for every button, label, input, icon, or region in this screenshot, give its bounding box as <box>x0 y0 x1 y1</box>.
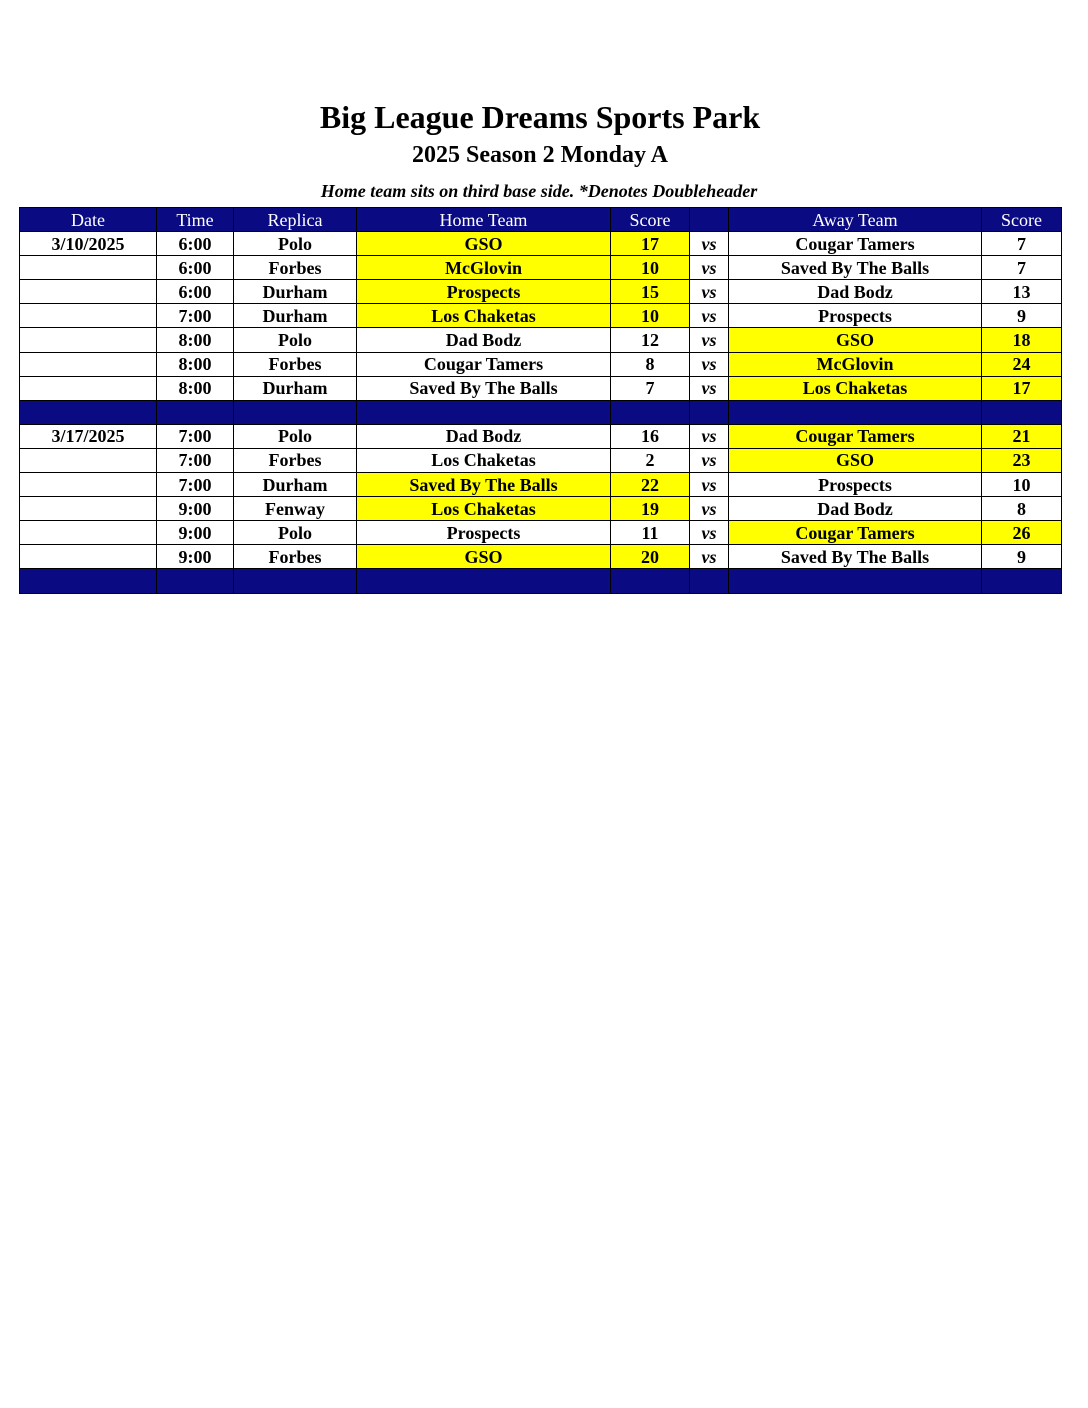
away-score-cell: 17 <box>982 376 1062 400</box>
home-team-cell: Prospects <box>357 521 611 545</box>
game-row <box>20 497 1062 521</box>
home-score-cell: 20 <box>611 545 690 569</box>
col-header-home-team: Home Team <box>357 208 611 232</box>
time-cell: 7:00 <box>157 473 234 497</box>
page-title: Big League Dreams Sports Park <box>319 99 761 135</box>
col-header-replica: Replica <box>234 208 357 232</box>
time-cell: 6:00 <box>157 256 234 280</box>
replica-cell: Durham <box>234 304 357 328</box>
home-score-cell: 16 <box>611 424 690 448</box>
away-team-cell: Saved By The Balls <box>729 545 982 569</box>
time-cell: 6:00 <box>157 232 234 256</box>
away-score-cell: 8 <box>982 497 1062 521</box>
game-row <box>20 448 1062 472</box>
away-score-cell: 13 <box>982 280 1062 304</box>
home-team-cell: McGlovin <box>357 256 611 280</box>
home-score-cell: 8 <box>611 352 690 376</box>
separator-cell <box>611 569 690 593</box>
replica-cell: Forbes <box>234 448 357 472</box>
col-header-time: Time <box>157 208 234 232</box>
time-cell: 9:00 <box>157 497 234 521</box>
away-team-cell: Prospects <box>729 473 982 497</box>
away-team-cell: GSO <box>729 328 982 352</box>
away-score-cell: 7 <box>982 232 1062 256</box>
vs-cell: vs <box>690 545 729 569</box>
time-cell: 7:00 <box>157 304 234 328</box>
separator-cell <box>982 400 1062 424</box>
home-score-cell: 2 <box>611 448 690 472</box>
away-team-cell: GSO <box>729 448 982 472</box>
separator-row <box>20 400 1062 424</box>
home-score-cell: 12 <box>611 328 690 352</box>
separator-cell <box>157 569 234 593</box>
home-score-cell: 22 <box>611 473 690 497</box>
schedule-table <box>19 207 1062 594</box>
date-cell <box>20 352 157 376</box>
separator-cell <box>611 400 690 424</box>
home-team-cell: Dad Bodz <box>357 424 611 448</box>
away-score-cell: 23 <box>982 448 1062 472</box>
away-score-cell: 21 <box>982 424 1062 448</box>
replica-cell: Durham <box>234 473 357 497</box>
separator-cell <box>20 569 157 593</box>
col-header-home-score: Score <box>611 208 690 232</box>
home-team-cell: Los Chaketas <box>357 448 611 472</box>
vs-cell: vs <box>690 352 729 376</box>
away-team-cell: Dad Bodz <box>729 280 982 304</box>
time-cell: 8:00 <box>157 352 234 376</box>
col-header-vs <box>690 208 729 232</box>
home-score-cell: 7 <box>611 376 690 400</box>
separator-cell <box>982 569 1062 593</box>
date-cell <box>20 497 157 521</box>
home-team-cell: Dad Bodz <box>357 328 611 352</box>
time-cell: 6:00 <box>157 280 234 304</box>
vs-cell: vs <box>690 424 729 448</box>
date-cell <box>20 448 157 472</box>
away-score-cell: 26 <box>982 521 1062 545</box>
home-team-cell: GSO <box>357 232 611 256</box>
date-cell <box>20 545 157 569</box>
replica-cell: Durham <box>234 376 357 400</box>
separator-cell <box>357 569 611 593</box>
table-header-row <box>20 208 1062 232</box>
schedule-note: Home team sits on third base side. *Denotes Doubleheader <box>320 181 758 201</box>
time-cell: 8:00 <box>157 376 234 400</box>
date-cell <box>20 328 157 352</box>
game-row <box>20 328 1062 352</box>
date-cell <box>20 521 157 545</box>
home-team-cell: Los Chaketas <box>357 497 611 521</box>
game-row <box>20 376 1062 400</box>
away-score-cell: 18 <box>982 328 1062 352</box>
col-header-away-team: Away Team <box>729 208 982 232</box>
game-row <box>20 256 1062 280</box>
separator-cell <box>20 400 157 424</box>
vs-cell: vs <box>690 232 729 256</box>
vs-cell: vs <box>690 473 729 497</box>
home-team-cell: Prospects <box>357 280 611 304</box>
replica-cell: Forbes <box>234 545 357 569</box>
home-team-cell: GSO <box>357 545 611 569</box>
separator-cell <box>157 400 234 424</box>
game-row <box>20 521 1062 545</box>
away-score-cell: 7 <box>982 256 1062 280</box>
replica-cell: Polo <box>234 521 357 545</box>
home-team-cell: Saved By The Balls <box>357 376 611 400</box>
vs-cell: vs <box>690 304 729 328</box>
replica-cell: Polo <box>234 232 357 256</box>
vs-cell: vs <box>690 448 729 472</box>
separator-cell <box>729 400 982 424</box>
game-row <box>20 352 1062 376</box>
separator-cell <box>690 569 729 593</box>
col-header-away-score: Score <box>982 208 1062 232</box>
away-team-cell: Prospects <box>729 304 982 328</box>
away-team-cell: Cougar Tamers <box>729 521 982 545</box>
date-cell <box>20 376 157 400</box>
date-cell: 3/17/2025 <box>20 424 157 448</box>
vs-cell: vs <box>690 497 729 521</box>
page-subtitle: 2025 Season 2 Monday A <box>411 142 669 168</box>
away-score-cell: 10 <box>982 473 1062 497</box>
home-score-cell: 19 <box>611 497 690 521</box>
separator-row <box>20 569 1062 593</box>
home-score-cell: 15 <box>611 280 690 304</box>
separator-cell <box>357 400 611 424</box>
home-team-cell: Saved By The Balls <box>357 473 611 497</box>
replica-cell: Forbes <box>234 352 357 376</box>
game-row <box>20 232 1062 256</box>
game-row <box>20 304 1062 328</box>
replica-cell: Polo <box>234 328 357 352</box>
replica-cell: Durham <box>234 280 357 304</box>
home-score-cell: 10 <box>611 256 690 280</box>
schedule-body <box>20 232 1062 593</box>
away-team-cell: Cougar Tamers <box>729 424 982 448</box>
game-row <box>20 545 1062 569</box>
time-cell: 9:00 <box>157 521 234 545</box>
away-team-cell: Dad Bodz <box>729 497 982 521</box>
replica-cell: Forbes <box>234 256 357 280</box>
vs-cell: vs <box>690 256 729 280</box>
vs-cell: vs <box>690 376 729 400</box>
away-score-cell: 9 <box>982 304 1062 328</box>
separator-cell <box>234 400 357 424</box>
separator-cell <box>234 569 357 593</box>
replica-cell: Fenway <box>234 497 357 521</box>
time-cell: 8:00 <box>157 328 234 352</box>
vs-cell: vs <box>690 521 729 545</box>
time-cell: 7:00 <box>157 424 234 448</box>
game-row <box>20 473 1062 497</box>
away-score-cell: 9 <box>982 545 1062 569</box>
separator-cell <box>690 400 729 424</box>
away-team-cell: McGlovin <box>729 352 982 376</box>
home-score-cell: 11 <box>611 521 690 545</box>
home-team-cell: Los Chaketas <box>357 304 611 328</box>
date-cell <box>20 256 157 280</box>
vs-cell: vs <box>690 328 729 352</box>
time-cell: 9:00 <box>157 545 234 569</box>
date-cell <box>20 280 157 304</box>
away-score-cell: 24 <box>982 352 1062 376</box>
home-team-cell: Cougar Tamers <box>357 352 611 376</box>
separator-cell <box>729 569 982 593</box>
game-row <box>20 424 1062 448</box>
away-team-cell: Los Chaketas <box>729 376 982 400</box>
away-team-cell: Saved By The Balls <box>729 256 982 280</box>
game-row <box>20 280 1062 304</box>
vs-cell: vs <box>690 280 729 304</box>
away-team-cell: Cougar Tamers <box>729 232 982 256</box>
date-cell: 3/10/2025 <box>20 232 157 256</box>
home-score-cell: 17 <box>611 232 690 256</box>
date-cell <box>20 473 157 497</box>
replica-cell: Polo <box>234 424 357 448</box>
home-score-cell: 10 <box>611 304 690 328</box>
date-cell <box>20 304 157 328</box>
time-cell: 7:00 <box>157 448 234 472</box>
col-header-date: Date <box>20 208 157 232</box>
